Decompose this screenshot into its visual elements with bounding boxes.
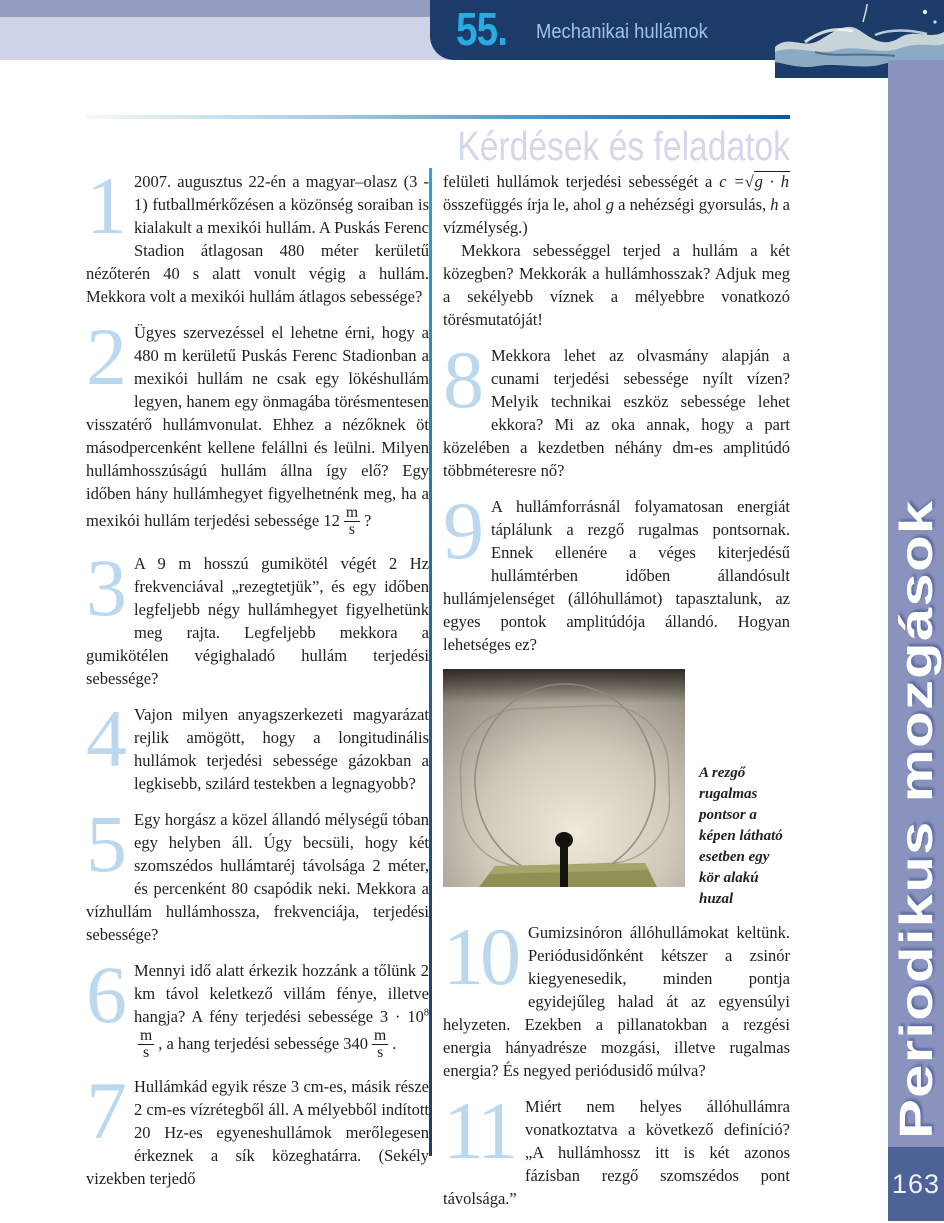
question-10 [443,911,790,1082]
question-9-text: A hullámforrásnál folyamatosan energiát táplálunk a rezgő rugalmas pontsornak. Ennek ellenére a véges kiterjedésű hullámtérben időben állandósult hullámjelenséget (állóhullámot) tapasztalunk, az egyes pontok amplitúdója állandó. Hogyan lehetséges ez? [443,497,790,654]
question-2-number: 2 [86,311,123,402]
question-2-text-end: ? [364,510,372,530]
fraction-denominator: s [377,1044,384,1062]
exponent: 8 [423,1007,429,1019]
sqrt-radicand: g · h [754,172,789,191]
fraction-numerator: m [345,504,359,521]
fraction-numerator: m [374,1026,387,1044]
continuation-text: összefüggés írja le, ahol [443,195,602,214]
fraction-numerator: m [140,1026,153,1044]
question-6-text-mid: , a hang terjedési sebessége 340 [158,1033,369,1053]
fraction [344,505,360,539]
question-2 [86,311,429,539]
left-column [86,160,429,1203]
question-7-text: Hullámkád egyik része 3 cm-es, másik része 2 cm-es vízrétegből áll. A mélyebből indított 20 Hz-es egyeneshullámok merőlegesen érkeznek a sík közeghatárra. (Sekély vizekben terjedő [86,1076,429,1188]
question-8-text: Mekkora lehet az olvasmány alapján a cunami terjedési sebessége nyílt vízen? Melyik technikai eszköz sebessége lehet ekkora? Mi az oka annak, hogy a part közelében a kezdetben néhány dm-es amplitúdó többméteresre nő? [443,346,790,480]
question-10-text: Gumizsinóron állóhullámokat keltünk. Periódusidőnként kétszer a zsinór kiegyenesedik, minden pontja egyidejűleg halad át az egyensúlyi helyzeten. Ezekben a pillanatokban a rezgési energia hányadrésze mozgási, illetve rugalmas energia? És negyed periódusidő múlva? [443,923,790,1080]
vibrating-wire-photo [443,669,685,887]
question-5-number: 5 [86,797,123,889]
question-7-number: 7 [86,1064,123,1156]
question-3-number: 3 [86,541,123,633]
continuation-text: felületi hullámok terjedési sebességét a [443,172,713,191]
question-8-number: 8 [443,334,480,425]
variable-h: h [770,195,779,214]
variable-g: g [605,195,614,214]
question-9-number: 9 [443,485,480,576]
question-1-number: 1 [86,160,123,251]
question-5 [86,797,429,946]
fraction-denominator: s [143,1044,150,1062]
question-11-number: 11 [443,1085,514,1176]
right-column [443,170,790,1223]
question-6 [86,948,429,1062]
question-4 [86,692,429,795]
question-4-number: 4 [86,692,123,784]
question-7-continuation [443,170,790,331]
chapter-title-vertical [888,60,944,1147]
sqrt-sign: √ [744,172,754,191]
question-1 [86,160,429,308]
question-11 [443,1085,790,1210]
question-9 [443,485,790,656]
question-6-text: Mennyi idő alatt érkezik hozzánk a tőlünk 2 km távol keletkező villám fénye, illetve hangja? A fény terjedési sebessége 3 · 10 [134,960,429,1026]
formula-lhs: c = [719,172,745,191]
section-divider-rule [86,115,790,119]
lesson-number: 55. [456,3,508,55]
chapter-sidebar [888,60,944,1147]
lesson-title: Mechanikai hullámok [536,21,708,43]
chapter-title-text: Periodikus mozgások [890,499,942,1139]
question-3-text: A 9 m hosszú gumikötél végét 2 Hz frekvenciával „rezegtetjük”, és egy időben legfeljebb négy hullámhegyet figyelhetünk meg rajta. Legfeljebb mekkora a gumikötélen végighaladó hullám terjedési sebessége? [86,553,429,688]
fraction [138,1028,154,1062]
continuation-text: a nehézségi gyorsulás, [618,195,767,214]
question-4-text: Vajon milyen anyagszerkezeti magyarázat rejlik amögött, hogy a longitudinális hullámok terjedési sebessége gázokban a legkisebb, szilárd testekben a legnagyobb? [134,704,429,793]
continuation-text: a vízmélység.) [443,195,790,237]
question-11-text: Miért nem helyes állóhullámra vonatkoztatva a következő definíció? „A hullámhossz itt is két azonos fázisban rezgő szomszédos pont távolsága.” [443,1097,790,1208]
page-number: 163 [888,1147,944,1221]
fraction-denominator: s [348,521,355,539]
column-divider [429,168,432,1156]
question-8 [443,334,790,482]
continuation-paragraph-2: Mekkora sebességgel terjed a hullám a két közegben? Mekkorák a hullámhosszak? Adjuk meg a sekélyebb víznek a mélyebbre vonatkozó törésmutatóját! [443,241,790,329]
fraction [372,1028,388,1062]
continuation-paragraph-1 [443,170,790,239]
section-title: Kérdések és feladatok [457,123,790,169]
photo-row [443,669,790,911]
question-7 [86,1064,429,1190]
question-2-text: Ügyes szervezéssel el lehetne érni, hogy a 480 m kerületű Puskás Ferenc Stadionban a mexikói hullám ne csak egy lökéshullám legyen, hanem egy önmagába törésmentesen visszatérő hullámvonulat. Ehhez a nézőknek öt másodpercenként kellene felállni és leülni. Milyen hullámhosszúságú hullám állna így elő? Egy időben hány hullámhegyet figyelhetnénk meg, ha a mexikói hullám terjedési sebessége 12 [86,323,429,530]
question-5-text: Egy horgász a közel állandó mélységű tóban egy helyben áll. Úgy becsüli, hogy két szomszédos hullámtaréj távolsága 2 méter, és percenként 80 csapódik neki. Mekkora a vízhullám hullámhossza, frekvenciája, terjedési sebessége? [86,809,429,944]
question-10-number: 10 [443,911,517,1002]
question-6-number: 6 [86,948,123,1040]
photo-caption: A rezgő rugalmas pontsor a képen látható esetben egy kör alakú huzal [699,765,783,907]
question-6-text-end: . [392,1033,397,1053]
question-1-text: 2007. augusztus 22-én a magyar–olasz (3 - 1) futballmérkőzésen a közönség soraiban is kialakult a mexikói hullám. A Puskás Ferenc Stadion átlagosan 480 méter kerületű nézőterén 40 s alatt vonult végig a hullám. Mekkora volt a mexikói hullám átlagos sebessége? [86,172,429,306]
question-3 [86,541,429,690]
